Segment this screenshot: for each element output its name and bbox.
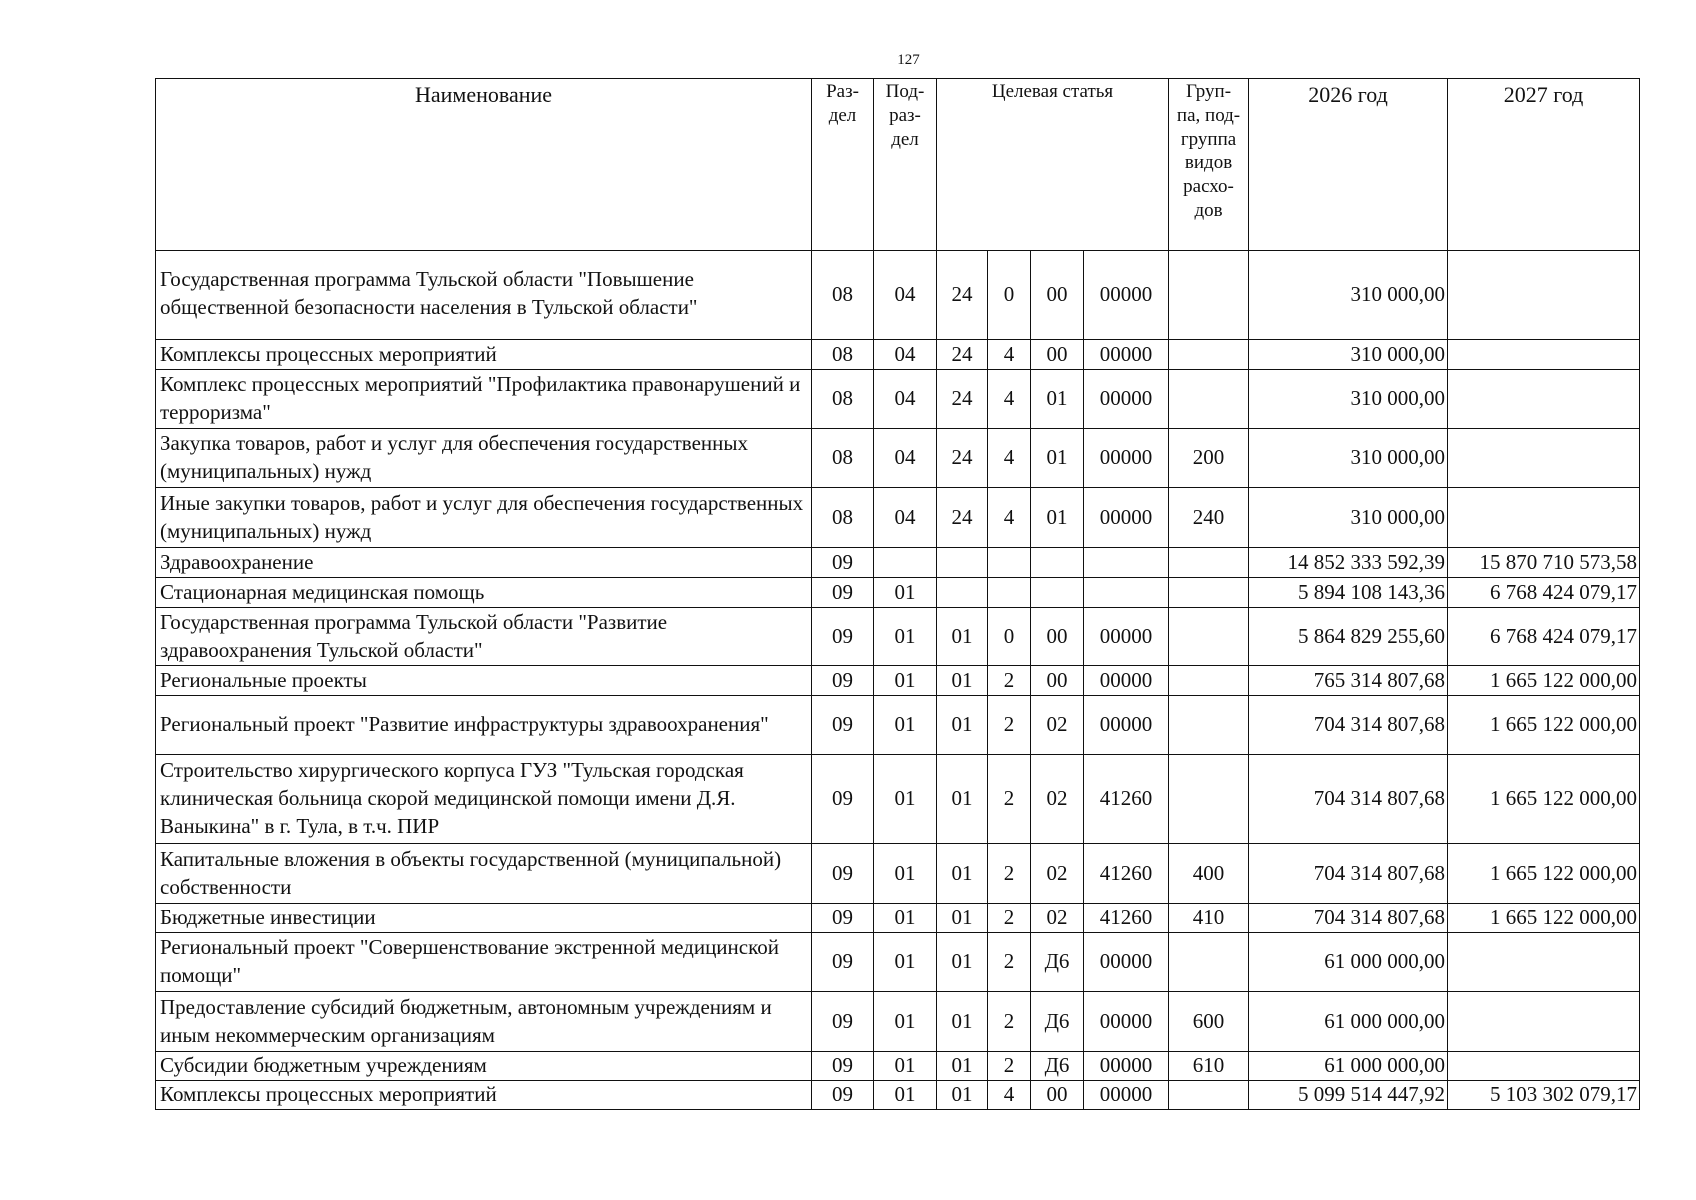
row-subsection: 04 [874, 340, 937, 370]
row-amount-2027: 15 870 710 573,58 [1448, 548, 1640, 578]
header-subsection-line: Под- [885, 81, 925, 102]
table-row [156, 696, 1640, 755]
row-target-type: 4 [988, 1081, 1031, 1110]
row-target-direction: 00000 [1084, 488, 1169, 548]
table-row [156, 340, 1640, 370]
row-target-type: 2 [988, 1052, 1031, 1081]
row-amount-2026: 5 894 108 143,36 [1249, 578, 1448, 608]
budget-table [155, 78, 1640, 1110]
row-amount-2027 [1448, 370, 1640, 429]
row-target-element: 00 [1031, 251, 1084, 340]
row-target-type [988, 578, 1031, 608]
row-expense-group [1169, 1081, 1249, 1110]
row-subsection: 01 [874, 844, 937, 904]
row-target-type: 4 [988, 488, 1031, 548]
table-row [156, 1052, 1640, 1081]
row-amount-2026: 61 000 000,00 [1249, 933, 1448, 992]
row-target-direction: 00000 [1084, 696, 1169, 755]
row-target-direction: 00000 [1084, 340, 1169, 370]
row-target-element: 01 [1031, 429, 1084, 488]
row-target-program: 01 [937, 904, 988, 933]
table-row [156, 992, 1640, 1052]
row-subsection: 01 [874, 904, 937, 933]
row-section: 08 [812, 488, 874, 548]
row-target-program: 01 [937, 844, 988, 904]
row-subsection: 04 [874, 429, 937, 488]
row-target-element: 00 [1031, 1081, 1084, 1110]
row-subsection: 04 [874, 370, 937, 429]
header-section-line: Раз- [826, 81, 859, 102]
row-expense-group [1169, 548, 1249, 578]
row-target-element [1031, 548, 1084, 578]
row-amount-2026: 310 000,00 [1249, 429, 1448, 488]
row-amount-2026: 310 000,00 [1249, 488, 1448, 548]
row-section: 09 [812, 578, 874, 608]
row-target-direction: 00000 [1084, 429, 1169, 488]
table-row [156, 844, 1640, 904]
row-target-element: 00 [1031, 666, 1084, 696]
row-target-element: 01 [1031, 370, 1084, 429]
row-target-program [937, 548, 988, 578]
row-section: 09 [812, 933, 874, 992]
row-target-program: 24 [937, 429, 988, 488]
row-name: Государственная программа Тульской области "Развитие здравоохранения Тульской области" [156, 608, 812, 666]
row-amount-2026: 310 000,00 [1249, 251, 1448, 340]
row-name: Закупка товаров, работ и услуг для обеспечения государственных (муниципальных) нужд [156, 429, 812, 488]
row-target-type: 4 [988, 370, 1031, 429]
header-expense-group [1169, 79, 1249, 251]
header-group-line: расхо- [1183, 176, 1234, 197]
row-target-program: 01 [937, 1052, 988, 1081]
row-target-type: 0 [988, 251, 1031, 340]
row-name: Строительство хирургического корпуса ГУЗ "Тульская городская клиническая больница скорой медицинской помощи имени Д.Я. Ваныкина" в г. Тула, в т.ч. ПИР [156, 755, 812, 844]
table-row [156, 548, 1640, 578]
table-row [156, 429, 1640, 488]
row-target-type: 2 [988, 755, 1031, 844]
row-amount-2026: 704 314 807,68 [1249, 696, 1448, 755]
row-expense-group: 410 [1169, 904, 1249, 933]
row-amount-2027: 1 665 122 000,00 [1448, 844, 1640, 904]
row-target-element: Д6 [1031, 1052, 1084, 1081]
row-target-direction: 00000 [1084, 1052, 1169, 1081]
table-header [156, 79, 1640, 251]
row-amount-2026: 310 000,00 [1249, 370, 1448, 429]
row-amount-2027 [1448, 933, 1640, 992]
header-name: Наименование [156, 79, 812, 251]
header-year-2026: 2026 год [1249, 79, 1448, 251]
row-expense-group: 600 [1169, 992, 1249, 1052]
row-section: 09 [812, 1081, 874, 1110]
row-amount-2027 [1448, 429, 1640, 488]
row-name: Комплекс процессных мероприятий "Профилактика правонарушений и терроризма" [156, 370, 812, 429]
row-target-program: 01 [937, 666, 988, 696]
row-name: Региональный проект "Развитие инфраструктуры здравоохранения" [156, 696, 812, 755]
row-expense-group [1169, 251, 1249, 340]
row-amount-2026: 61 000 000,00 [1249, 1052, 1448, 1081]
row-target-element: 00 [1031, 340, 1084, 370]
row-name: Здравоохранение [156, 548, 812, 578]
row-subsection: 01 [874, 992, 937, 1052]
table-row [156, 608, 1640, 666]
row-amount-2027: 5 103 302 079,17 [1448, 1081, 1640, 1110]
row-amount-2026: 310 000,00 [1249, 340, 1448, 370]
row-section: 08 [812, 340, 874, 370]
row-target-type: 2 [988, 844, 1031, 904]
row-target-type: 2 [988, 666, 1031, 696]
header-subsection-line: раз- [889, 104, 921, 126]
row-target-program: 24 [937, 251, 988, 340]
row-target-direction: 00000 [1084, 666, 1169, 696]
header-subsection [874, 79, 937, 251]
row-section: 09 [812, 844, 874, 904]
row-amount-2026: 704 314 807,68 [1249, 844, 1448, 904]
row-target-program: 24 [937, 488, 988, 548]
row-target-element: 02 [1031, 904, 1084, 933]
row-target-direction: 00000 [1084, 608, 1169, 666]
row-expense-group [1169, 666, 1249, 696]
row-subsection: 01 [874, 1081, 937, 1110]
table-row [156, 666, 1640, 696]
row-target-program: 24 [937, 340, 988, 370]
row-subsection: 01 [874, 696, 937, 755]
row-amount-2027 [1448, 488, 1640, 548]
row-amount-2027: 1 665 122 000,00 [1448, 755, 1640, 844]
row-name: Капитальные вложения в объекты государственной (муниципальной) собственности [156, 844, 812, 904]
row-target-program: 01 [937, 1081, 988, 1110]
row-expense-group: 240 [1169, 488, 1249, 548]
row-name: Комплексы процессных мероприятий [156, 1081, 812, 1110]
row-amount-2027 [1448, 251, 1640, 340]
row-target-element: 02 [1031, 755, 1084, 844]
row-target-element: Д6 [1031, 992, 1084, 1052]
table-body [156, 251, 1640, 1110]
row-amount-2026: 704 314 807,68 [1249, 755, 1448, 844]
table-row [156, 251, 1640, 340]
row-section: 08 [812, 370, 874, 429]
row-name: Предоставление субсидий бюджетным, автономным учреждениям и иным некоммерческим организациям [156, 992, 812, 1052]
header-section [812, 79, 874, 251]
row-name: Региональный проект "Совершенствование экстренной медицинской помощи" [156, 933, 812, 992]
row-target-program: 01 [937, 992, 988, 1052]
header-section-line: дел [828, 104, 857, 126]
row-amount-2026: 61 000 000,00 [1249, 992, 1448, 1052]
row-target-program: 24 [937, 370, 988, 429]
row-amount-2027: 6 768 424 079,17 [1448, 608, 1640, 666]
row-target-type: 0 [988, 608, 1031, 666]
row-section: 08 [812, 251, 874, 340]
row-section: 09 [812, 1052, 874, 1081]
row-section: 09 [812, 992, 874, 1052]
row-expense-group [1169, 608, 1249, 666]
row-section: 09 [812, 904, 874, 933]
header-group-line: видов [1184, 152, 1233, 174]
row-target-direction [1084, 548, 1169, 578]
row-expense-group [1169, 755, 1249, 844]
row-target-program: 01 [937, 696, 988, 755]
row-name: Субсидии бюджетным учреждениям [156, 1052, 812, 1081]
row-target-type: 4 [988, 340, 1031, 370]
header-subsection-line: дел [891, 128, 919, 150]
row-subsection: 04 [874, 251, 937, 340]
row-subsection: 01 [874, 933, 937, 992]
table-row [156, 578, 1640, 608]
row-expense-group [1169, 370, 1249, 429]
row-target-direction: 00000 [1084, 992, 1169, 1052]
row-target-direction [1084, 578, 1169, 608]
row-amount-2027: 1 665 122 000,00 [1448, 696, 1640, 755]
row-subsection: 04 [874, 488, 937, 548]
row-name: Иные закупки товаров, работ и услуг для обеспечения государственных (муниципальных) нужд [156, 488, 812, 548]
row-target-element: Д6 [1031, 933, 1084, 992]
row-amount-2027 [1448, 340, 1640, 370]
row-target-program: 01 [937, 933, 988, 992]
row-section: 08 [812, 429, 874, 488]
table-row [156, 933, 1640, 992]
row-subsection: 01 [874, 578, 937, 608]
row-target-element [1031, 578, 1084, 608]
table-row [156, 904, 1640, 933]
row-target-type [988, 548, 1031, 578]
header-group-line: Груп- [1186, 81, 1232, 102]
row-target-program [937, 578, 988, 608]
row-target-direction: 41260 [1084, 755, 1169, 844]
row-subsection: 01 [874, 1052, 937, 1081]
row-expense-group [1169, 340, 1249, 370]
row-name: Комплексы процессных мероприятий [156, 340, 812, 370]
table-row [156, 370, 1640, 429]
row-name: Государственная программа Тульской области "Повышение общественной безопасности населения в Тульской области" [156, 251, 812, 340]
row-expense-group [1169, 696, 1249, 755]
header-group-line: па, под- [1176, 104, 1241, 126]
row-target-direction: 41260 [1084, 904, 1169, 933]
row-target-type: 2 [988, 992, 1031, 1052]
row-target-direction: 00000 [1084, 251, 1169, 340]
page-number: 127 [897, 52, 920, 68]
header-target-article: Целевая статья [937, 79, 1169, 251]
header-group-line: группа [1180, 128, 1237, 150]
header-group-line: дов [1194, 199, 1223, 221]
row-subsection: 01 [874, 666, 937, 696]
table-row [156, 488, 1640, 548]
row-name: Региональные проекты [156, 666, 812, 696]
row-section: 09 [812, 755, 874, 844]
row-target-direction: 00000 [1084, 933, 1169, 992]
row-name: Бюджетные инвестиции [156, 904, 812, 933]
row-amount-2027 [1448, 992, 1640, 1052]
row-expense-group: 400 [1169, 844, 1249, 904]
row-subsection: 01 [874, 608, 937, 666]
row-amount-2026: 704 314 807,68 [1249, 904, 1448, 933]
row-target-type: 2 [988, 904, 1031, 933]
row-expense-group: 200 [1169, 429, 1249, 488]
row-subsection: 01 [874, 755, 937, 844]
row-amount-2027: 1 665 122 000,00 [1448, 904, 1640, 933]
row-amount-2027 [1448, 1052, 1640, 1081]
row-target-element: 02 [1031, 844, 1084, 904]
header-year-2027: 2027 год [1448, 79, 1640, 251]
row-amount-2026: 5 099 514 447,92 [1249, 1081, 1448, 1110]
table-row [156, 1081, 1640, 1110]
row-target-element: 02 [1031, 696, 1084, 755]
row-target-direction: 00000 [1084, 370, 1169, 429]
row-target-element: 00 [1031, 608, 1084, 666]
row-section: 09 [812, 666, 874, 696]
row-target-direction: 00000 [1084, 1081, 1169, 1110]
row-section: 09 [812, 696, 874, 755]
row-target-direction: 41260 [1084, 844, 1169, 904]
row-expense-group [1169, 578, 1249, 608]
row-target-type: 2 [988, 933, 1031, 992]
row-subsection [874, 548, 937, 578]
row-amount-2026: 14 852 333 592,39 [1249, 548, 1448, 578]
row-amount-2026: 765 314 807,68 [1249, 666, 1448, 696]
row-target-element: 01 [1031, 488, 1084, 548]
row-target-type: 4 [988, 429, 1031, 488]
row-expense-group: 610 [1169, 1052, 1249, 1081]
row-section: 09 [812, 548, 874, 578]
row-expense-group [1169, 933, 1249, 992]
table-row [156, 755, 1640, 844]
row-target-type: 2 [988, 696, 1031, 755]
row-name: Стационарная медицинская помощь [156, 578, 812, 608]
row-amount-2026: 5 864 829 255,60 [1249, 608, 1448, 666]
row-amount-2027: 6 768 424 079,17 [1448, 578, 1640, 608]
row-amount-2027: 1 665 122 000,00 [1448, 666, 1640, 696]
row-section: 09 [812, 608, 874, 666]
row-target-program: 01 [937, 608, 988, 666]
row-target-program: 01 [937, 755, 988, 844]
